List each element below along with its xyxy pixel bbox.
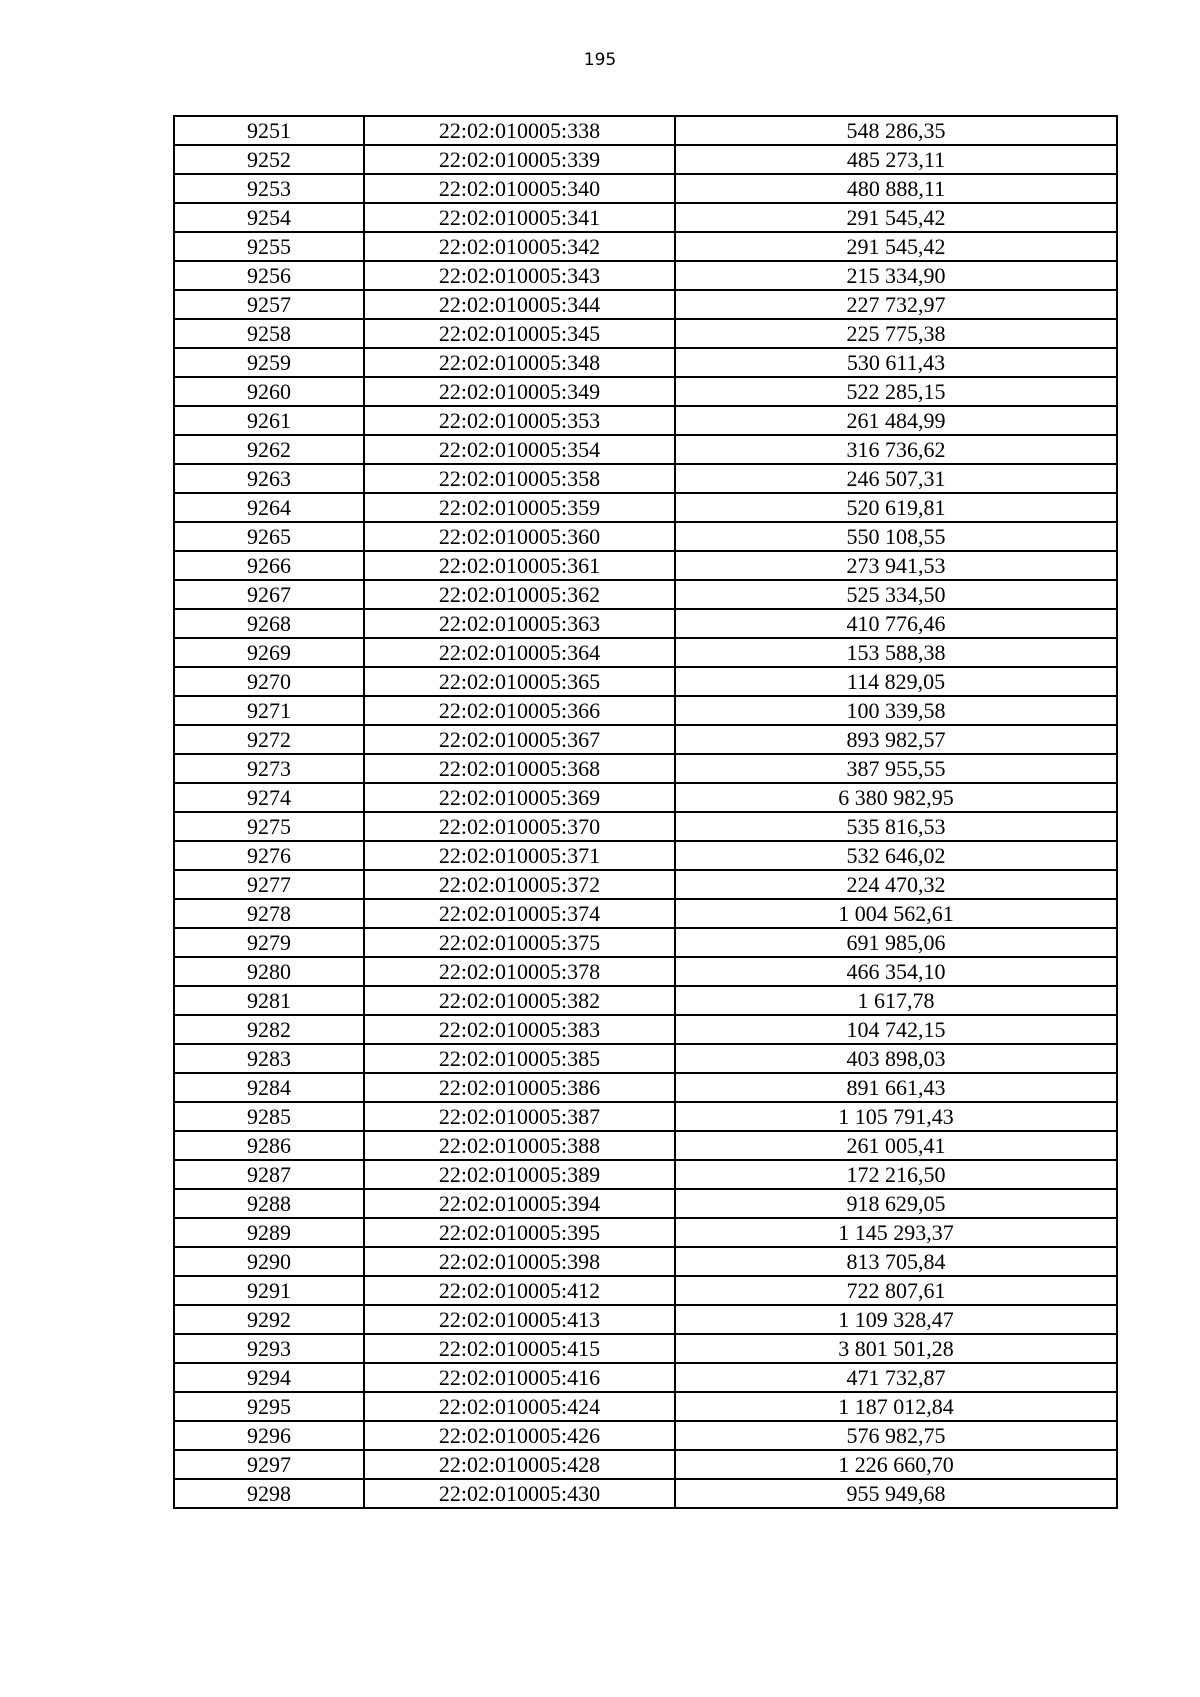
row-number-cell: 9253 [174,174,364,203]
cadastral-number-cell: 22:02:010005:374 [364,899,675,928]
cadastral-number-cell: 22:02:010005:383 [364,1015,675,1044]
row-number-cell: 9284 [174,1073,364,1102]
table-row [174,261,1117,290]
cadastral-number-cell: 22:02:010005:430 [364,1479,675,1508]
row-number-cell: 9266 [174,551,364,580]
row-number-cell: 9254 [174,203,364,232]
cadastral-value-cell: 246 507,31 [675,464,1117,493]
cadastral-value-cell: 261 005,41 [675,1131,1117,1160]
cadastral-value-cell: 1 004 562,61 [675,899,1117,928]
table-row [174,493,1117,522]
row-number-cell: 9290 [174,1247,364,1276]
cadastral-number-cell: 22:02:010005:416 [364,1363,675,1392]
cadastral-value-cell: 225 775,38 [675,319,1117,348]
cadastral-number-cell: 22:02:010005:361 [364,551,675,580]
table-row [174,754,1117,783]
table-row [174,464,1117,493]
row-number-cell: 9275 [174,812,364,841]
cadastral-number-cell: 22:02:010005:428 [364,1450,675,1479]
cadastral-value-cell: 532 646,02 [675,841,1117,870]
cadastral-number-cell: 22:02:010005:342 [364,232,675,261]
table-row [174,1247,1117,1276]
table-row [174,1160,1117,1189]
cadastral-number-cell: 22:02:010005:375 [364,928,675,957]
row-number-cell: 9277 [174,870,364,899]
row-number-cell: 9297 [174,1450,364,1479]
table-row [174,232,1117,261]
cadastral-number-cell: 22:02:010005:426 [364,1421,675,1450]
table-row [174,435,1117,464]
cadastral-value-cell: 893 982,57 [675,725,1117,754]
cadastral-value-cell: 1 109 328,47 [675,1305,1117,1334]
row-number-cell: 9281 [174,986,364,1015]
table-row [174,1450,1117,1479]
table-row [174,1015,1117,1044]
table-row [174,1102,1117,1131]
row-number-cell: 9263 [174,464,364,493]
table-row [174,667,1117,696]
cadastral-number-cell: 22:02:010005:353 [364,406,675,435]
cadastral-value-cell: 1 145 293,37 [675,1218,1117,1247]
cadastral-value-cell: 548 286,35 [675,116,1117,145]
cadastral-value-cell: 215 334,90 [675,261,1117,290]
cadastral-value-cell: 550 108,55 [675,522,1117,551]
cadastral-value-cell: 410 776,46 [675,609,1117,638]
table-row [174,1073,1117,1102]
table-row [174,928,1117,957]
row-number-cell: 9262 [174,435,364,464]
cadastral-value-cell: 403 898,03 [675,1044,1117,1073]
cadastral-value-cell: 172 216,50 [675,1160,1117,1189]
table-row [174,1479,1117,1508]
cadastral-number-cell: 22:02:010005:364 [364,638,675,667]
cadastral-value-cell: 485 273,11 [675,145,1117,174]
page-number: 195 [583,50,617,70]
cadastral-number-cell: 22:02:010005:345 [364,319,675,348]
cadastral-value-cell: 104 742,15 [675,1015,1117,1044]
cadastral-value-cell: 387 955,55 [675,754,1117,783]
cadastral-value-cell: 535 816,53 [675,812,1117,841]
cadastral-number-cell: 22:02:010005:388 [364,1131,675,1160]
cadastral-value-cell: 576 982,75 [675,1421,1117,1450]
cadastral-value-cell: 918 629,05 [675,1189,1117,1218]
row-number-cell: 9274 [174,783,364,812]
row-number-cell: 9295 [174,1392,364,1421]
table-row [174,841,1117,870]
cadastral-number-cell: 22:02:010005:343 [364,261,675,290]
cadastral-number-cell: 22:02:010005:358 [364,464,675,493]
row-number-cell: 9255 [174,232,364,261]
cadastral-number-cell: 22:02:010005:349 [364,377,675,406]
table-row [174,116,1117,145]
cadastral-value-cell: 466 354,10 [675,957,1117,986]
row-number-cell: 9276 [174,841,364,870]
row-number-cell: 9286 [174,1131,364,1160]
cadastral-value-cell: 813 705,84 [675,1247,1117,1276]
cadastral-value-cell: 471 732,87 [675,1363,1117,1392]
table-row [174,348,1117,377]
table-row [174,1044,1117,1073]
table-row [174,986,1117,1015]
cadastral-value-cell: 691 985,06 [675,928,1117,957]
row-number-cell: 9252 [174,145,364,174]
cadastral-value-cell: 1 226 660,70 [675,1450,1117,1479]
table-row [174,377,1117,406]
row-number-cell: 9260 [174,377,364,406]
table-row [174,290,1117,319]
row-number-cell: 9272 [174,725,364,754]
row-number-cell: 9273 [174,754,364,783]
cadastral-number-cell: 22:02:010005:341 [364,203,675,232]
cadastral-value-cell: 1 187 012,84 [675,1392,1117,1421]
row-number-cell: 9265 [174,522,364,551]
table-row [174,580,1117,609]
cadastral-value-cell: 1 617,78 [675,986,1117,1015]
row-number-cell: 9251 [174,116,364,145]
cadastral-number-cell: 22:02:010005:359 [364,493,675,522]
row-number-cell: 9264 [174,493,364,522]
row-number-cell: 9278 [174,899,364,928]
table-row [174,319,1117,348]
cadastral-value-cell: 520 619,81 [675,493,1117,522]
row-number-cell: 9269 [174,638,364,667]
table-row [174,522,1117,551]
cadastral-value-cell: 291 545,42 [675,232,1117,261]
table-row [174,203,1117,232]
cadastral-number-cell: 22:02:010005:385 [364,1044,675,1073]
cadastral-number-cell: 22:02:010005:371 [364,841,675,870]
cadastral-number-cell: 22:02:010005:412 [364,1276,675,1305]
table-row [174,899,1117,928]
row-number-cell: 9270 [174,667,364,696]
cadastral-value-cell: 261 484,99 [675,406,1117,435]
cadastral-value-cell: 273 941,53 [675,551,1117,580]
cadastral-value-table [173,115,1118,1509]
cadastral-number-cell: 22:02:010005:398 [364,1247,675,1276]
cadastral-value-cell: 530 611,43 [675,348,1117,377]
cadastral-number-cell: 22:02:010005:344 [364,290,675,319]
cadastral-number-cell: 22:02:010005:338 [364,116,675,145]
row-number-cell: 9268 [174,609,364,638]
cadastral-number-cell: 22:02:010005:382 [364,986,675,1015]
cadastral-value-cell: 522 285,15 [675,377,1117,406]
row-number-cell: 9256 [174,261,364,290]
cadastral-number-cell: 22:02:010005:366 [364,696,675,725]
cadastral-number-cell: 22:02:010005:424 [364,1392,675,1421]
row-number-cell: 9292 [174,1305,364,1334]
cadastral-number-cell: 22:02:010005:387 [364,1102,675,1131]
cadastral-number-cell: 22:02:010005:370 [364,812,675,841]
row-number-cell: 9291 [174,1276,364,1305]
cadastral-number-cell: 22:02:010005:386 [364,1073,675,1102]
row-number-cell: 9279 [174,928,364,957]
table-row [174,1218,1117,1247]
cadastral-number-cell: 22:02:010005:368 [364,754,675,783]
cadastral-value-cell: 891 661,43 [675,1073,1117,1102]
cadastral-number-cell: 22:02:010005:339 [364,145,675,174]
table-row [174,609,1117,638]
table-row [174,1334,1117,1363]
table-row [174,870,1117,899]
cadastral-value-cell: 525 334,50 [675,580,1117,609]
row-number-cell: 9288 [174,1189,364,1218]
row-number-cell: 9259 [174,348,364,377]
table-row [174,406,1117,435]
table-row [174,1189,1117,1218]
cadastral-value-cell: 153 588,38 [675,638,1117,667]
cadastral-number-cell: 22:02:010005:340 [364,174,675,203]
table-row [174,1305,1117,1334]
table-row [174,551,1117,580]
table-row [174,1276,1117,1305]
row-number-cell: 9285 [174,1102,364,1131]
row-number-cell: 9257 [174,290,364,319]
table-row [174,1392,1117,1421]
table-row [174,1131,1117,1160]
table-body [174,116,1117,1508]
table-row [174,725,1117,754]
cadastral-number-cell: 22:02:010005:367 [364,725,675,754]
row-number-cell: 9296 [174,1421,364,1450]
cadastral-value-cell: 227 732,97 [675,290,1117,319]
row-number-cell: 9289 [174,1218,364,1247]
cadastral-value-cell: 480 888,11 [675,174,1117,203]
cadastral-value-cell: 955 949,68 [675,1479,1117,1508]
cadastral-number-cell: 22:02:010005:413 [364,1305,675,1334]
row-number-cell: 9282 [174,1015,364,1044]
cadastral-number-cell: 22:02:010005:363 [364,609,675,638]
table-row [174,957,1117,986]
table-row [174,812,1117,841]
table-row [174,145,1117,174]
cadastral-value-cell: 114 829,05 [675,667,1117,696]
cadastral-value-cell: 6 380 982,95 [675,783,1117,812]
cadastral-number-cell: 22:02:010005:360 [364,522,675,551]
cadastral-value-cell: 100 339,58 [675,696,1117,725]
row-number-cell: 9283 [174,1044,364,1073]
cadastral-value-cell: 1 105 791,43 [675,1102,1117,1131]
row-number-cell: 9293 [174,1334,364,1363]
row-number-cell: 9267 [174,580,364,609]
row-number-cell: 9280 [174,957,364,986]
cadastral-value-cell: 722 807,61 [675,1276,1117,1305]
cadastral-number-cell: 22:02:010005:389 [364,1160,675,1189]
cadastral-value-cell: 224 470,32 [675,870,1117,899]
cadastral-number-cell: 22:02:010005:369 [364,783,675,812]
table-row [174,696,1117,725]
row-number-cell: 9287 [174,1160,364,1189]
cadastral-value-cell: 316 736,62 [675,435,1117,464]
cadastral-number-cell: 22:02:010005:415 [364,1334,675,1363]
row-number-cell: 9258 [174,319,364,348]
cadastral-number-cell: 22:02:010005:394 [364,1189,675,1218]
cadastral-number-cell: 22:02:010005:372 [364,870,675,899]
cadastral-number-cell: 22:02:010005:348 [364,348,675,377]
table-row [174,783,1117,812]
cadastral-number-cell: 22:02:010005:395 [364,1218,675,1247]
cadastral-number-cell: 22:02:010005:365 [364,667,675,696]
row-number-cell: 9294 [174,1363,364,1392]
table-row [174,1421,1117,1450]
table-row [174,638,1117,667]
row-number-cell: 9261 [174,406,364,435]
cadastral-number-cell: 22:02:010005:378 [364,957,675,986]
table-row [174,174,1117,203]
cadastral-value-cell: 291 545,42 [675,203,1117,232]
cadastral-value-cell: 3 801 501,28 [675,1334,1117,1363]
table-row [174,1363,1117,1392]
row-number-cell: 9298 [174,1479,364,1508]
row-number-cell: 9271 [174,696,364,725]
cadastral-number-cell: 22:02:010005:362 [364,580,675,609]
cadastral-number-cell: 22:02:010005:354 [364,435,675,464]
